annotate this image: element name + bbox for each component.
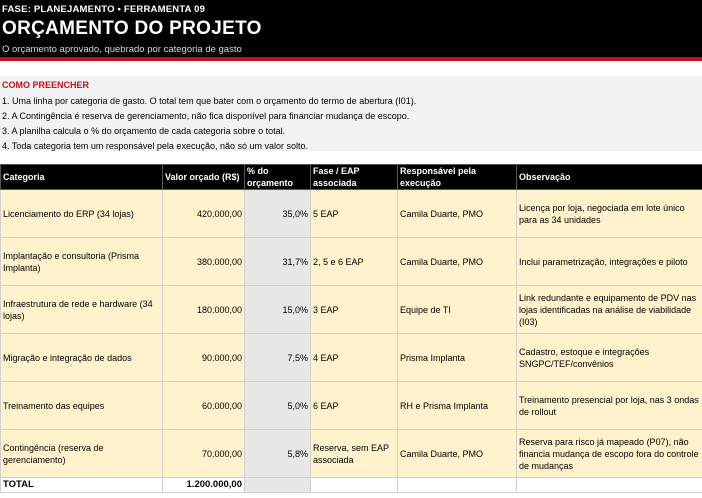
column-header-valor[interactable]: Valor orçado (R$)	[163, 165, 245, 190]
cell-responsavel[interactable]: RH e Prisma Implanta	[398, 382, 517, 430]
cell-observacao[interactable]: Licença por loja, negociada em lote único para as 34 unidades	[517, 190, 702, 238]
cell-valor[interactable]: 380.000,00	[163, 238, 245, 286]
page-subtitle: O orçamento aprovado, quebrado por categoria de gasto	[2, 44, 242, 55]
cell-valor[interactable]: 70.000,00	[163, 430, 245, 478]
table-row	[1, 238, 702, 286]
cell-responsavel[interactable]: Equipe de TI	[398, 286, 517, 334]
cell-categoria[interactable]: Infraestrutura de rede e hardware (34 lojas)	[1, 286, 163, 334]
cell-responsavel[interactable]: Camila Duarte, PMO	[398, 190, 517, 238]
table-header-row	[1, 165, 702, 190]
instruction-line: 2. A Contingência é reserva de gerenciamento, não fica disponível para financiar mudança de escopo.	[2, 111, 410, 121]
total-empty-cell	[311, 478, 398, 493]
cell-observacao[interactable]: Link redundante e equipamento de PDV nas lojas identificadas na análise de viabilidade (I03)	[517, 286, 702, 334]
table-row	[1, 286, 702, 334]
column-header-responsavel[interactable]: Responsável pela execução	[398, 165, 517, 190]
instruction-line: 4. Toda categoria tem um responsável pela execução, não só um valor solto.	[2, 141, 309, 151]
accent-divider	[0, 57, 702, 61]
table-row	[1, 382, 702, 430]
total-value: 1.200.000,00	[163, 478, 245, 493]
cell-observacao[interactable]: Treinamento presencial por loja, nas 3 ondas de rollout	[517, 382, 702, 430]
cell-fase[interactable]: 2, 5 e 6 EAP	[311, 238, 398, 286]
cell-valor[interactable]: 420.000,00	[163, 190, 245, 238]
cell-fase[interactable]: 5 EAP	[311, 190, 398, 238]
column-header-categoria[interactable]: Categoria	[1, 165, 163, 190]
cell-valor[interactable]: 180.000,00	[163, 286, 245, 334]
cell-valor[interactable]: 60.000,00	[163, 382, 245, 430]
cell-responsavel[interactable]: Camila Duarte, PMO	[398, 430, 517, 478]
cell-categoria[interactable]: Migração e integração de dados	[1, 334, 163, 382]
column-header-percentual[interactable]: % do orçamento	[245, 165, 311, 190]
phase-eyebrow: FASE: PLANEJAMENTO • FERRAMENTA 09	[2, 4, 206, 15]
cell-responsavel[interactable]: Camila Duarte, PMO	[398, 238, 517, 286]
page-header	[0, 0, 702, 57]
instructions-title: COMO PREENCHER	[2, 80, 90, 90]
cell-observacao[interactable]: Inclui parametrização, integrações e piloto	[517, 238, 702, 286]
cell-fase[interactable]: Reserva, sem EAP associada	[311, 430, 398, 478]
cell-categoria[interactable]: Contingência (reserva de gerenciamento)	[1, 430, 163, 478]
total-label: TOTAL	[1, 478, 163, 493]
cell-observacao[interactable]: Cadastro, estoque e integrações SNGPC/TEF/convênios	[517, 334, 702, 382]
table-row	[1, 190, 702, 238]
cell-observacao[interactable]: Reserva para risco já mapeado (P07), não financia mudança de escopo fora do controle de mudanças	[517, 430, 702, 478]
cell-fase[interactable]: 6 EAP	[311, 382, 398, 430]
table-row	[1, 334, 702, 382]
total-empty-cell	[517, 478, 702, 493]
cell-percentual: 5,8%	[245, 430, 311, 478]
cell-categoria[interactable]: Licenciamento do ERP (34 lojas)	[1, 190, 163, 238]
cell-fase[interactable]: 4 EAP	[311, 334, 398, 382]
cell-responsavel[interactable]: Prisma Implanta	[398, 334, 517, 382]
budget-table	[0, 164, 702, 493]
cell-percentual: 31,7%	[245, 238, 311, 286]
cell-percentual: 5,0%	[245, 382, 311, 430]
column-header-observacao[interactable]: Observação	[517, 165, 702, 190]
table-row	[1, 430, 702, 478]
instructions-panel	[0, 76, 702, 151]
instruction-line: 1. Uma linha por categoria de gasto. O total tem que bater com o orçamento do termo de abertura (I01).	[2, 96, 417, 106]
cell-percentual: 15,0%	[245, 286, 311, 334]
total-empty-cell	[398, 478, 517, 493]
cell-categoria[interactable]: Treinamento das equipes	[1, 382, 163, 430]
cell-fase[interactable]: 3 EAP	[311, 286, 398, 334]
cell-percentual: 35,0%	[245, 190, 311, 238]
total-percentual	[245, 478, 311, 493]
cell-percentual: 7,5%	[245, 334, 311, 382]
total-row	[1, 478, 702, 493]
cell-valor[interactable]: 90.000,00	[163, 334, 245, 382]
cell-categoria[interactable]: Implantação e consultoria (Prisma Implanta)	[1, 238, 163, 286]
page-title: ORÇAMENTO DO PROJETO	[2, 18, 262, 39]
instruction-line: 3. A planilha calcula o % do orçamento de cada categoria sobre o total.	[2, 126, 286, 136]
column-header-fase[interactable]: Fase / EAP associada	[311, 165, 398, 190]
